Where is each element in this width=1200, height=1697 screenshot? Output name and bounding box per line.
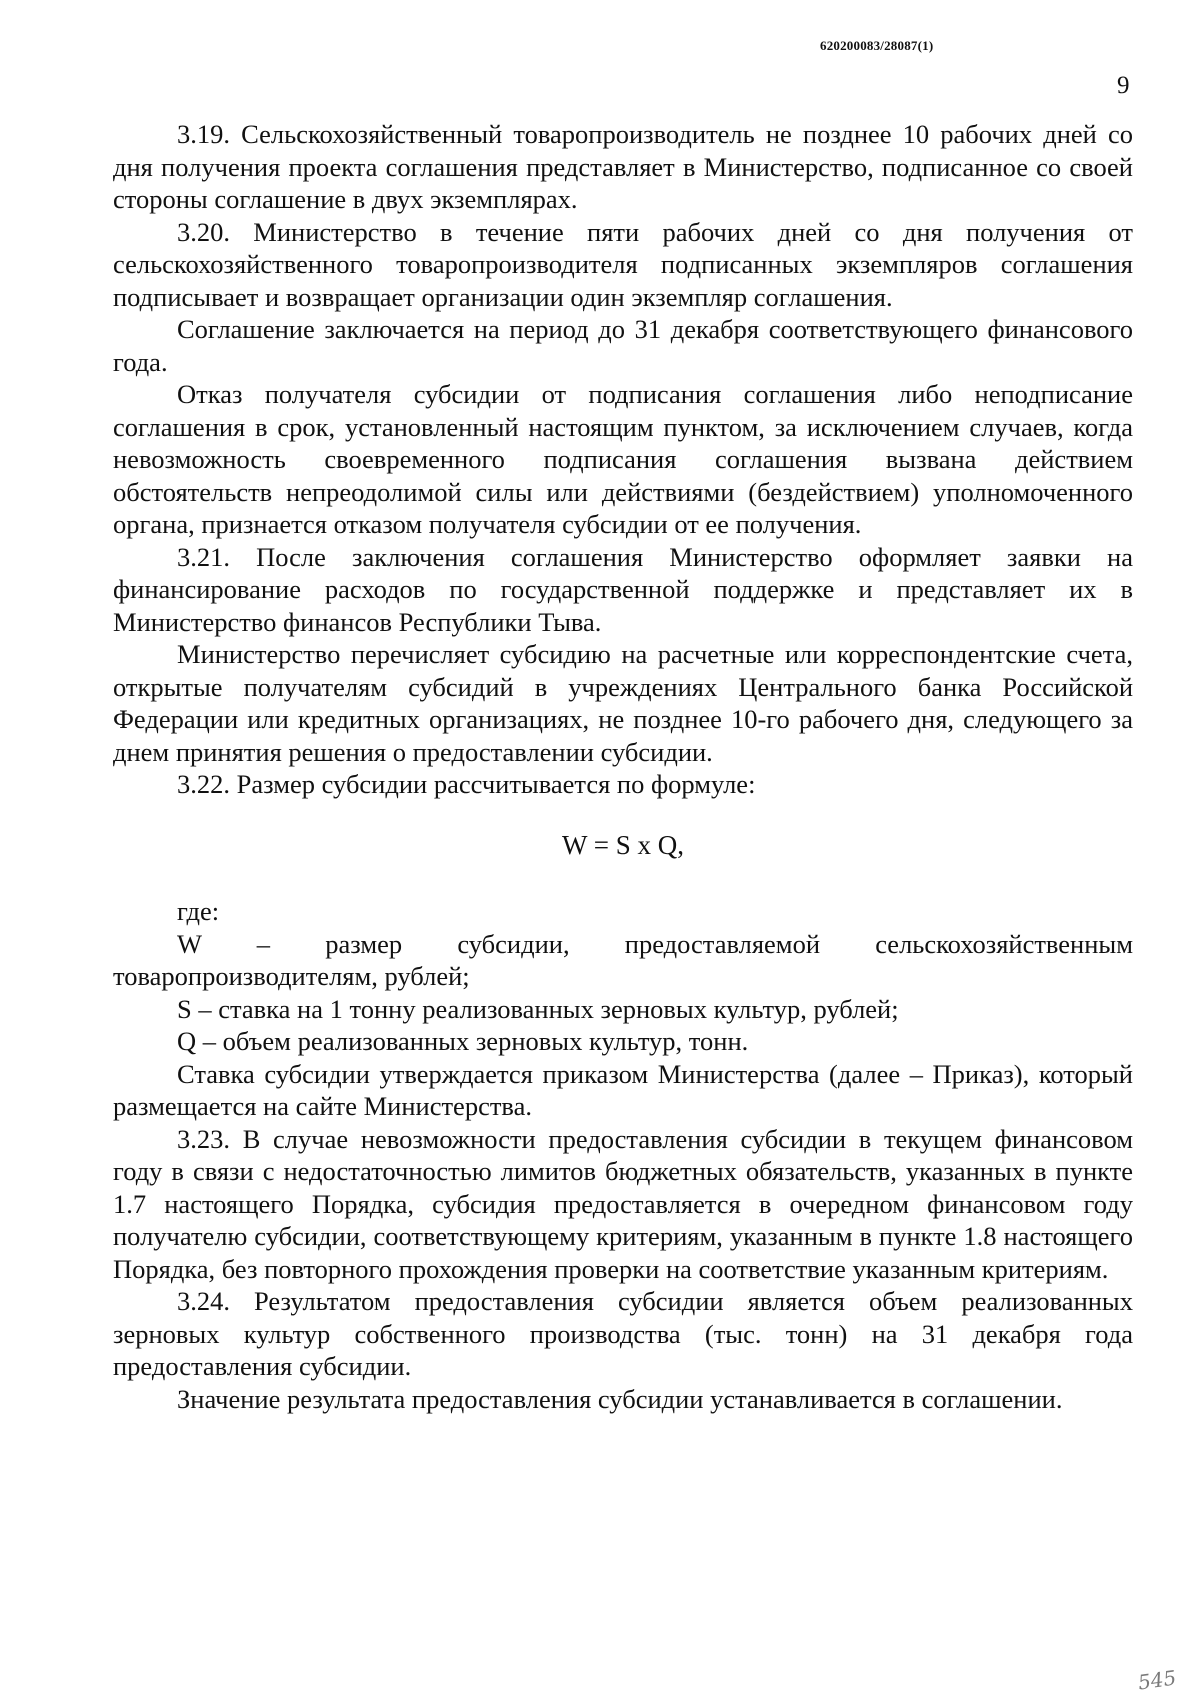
subsidy-formula: W = S x Q, [562, 829, 684, 860]
paragraph-agreement-period: Соглашение заключается на период до 31 декабря соответствующего финансового года. [113, 314, 1133, 377]
handwritten-page-mark: 545 [1136, 1665, 1178, 1695]
paragraph-def-s: S – ставка на 1 тонну реализованных зерновых культур, рублей; [177, 993, 899, 1024]
paragraph-result-value: Значение результата предоставления субсидии устанавливается в соглашении. [177, 1383, 1063, 1414]
document-id: 620200083/28087(1) [820, 38, 934, 53]
paragraph-def-w: W – размер субсидии, предоставляемой сельскохозяйственным товаропроизводителям, рублей; [113, 928, 1133, 991]
paragraph-refusal: Отказ получателя субсидии от подписания соглашения либо неподписание соглашения в срок, установленный настоящим пунктом, за исключением случаев, когда невозможность своевременного подписания соглашения вызвана действием обстоятельств непреодолимой силы или действиями (бездействием) уполномоченного органа, признается отказом получателя субсидии от ее получения. [113, 379, 1133, 539]
paragraph-def-q: Q – объем реализованных зерновых культур, тонн. [177, 1026, 749, 1056]
paragraph-3-24: 3.24. Результатом предоставления субсидии является объем реализованных зерновых культур собственного производства (тыс. тонн) на 31 декабря года предоставления субсидии. [113, 1286, 1133, 1381]
paragraph-3-20: 3.20. Министерство в течение пяти рабочих дней со дня получения от сельскохозяйственного товаропроизводителя подписанных экземпляров соглашения подписывает и возвращает организации один экземпляр соглашения. [113, 216, 1133, 312]
paragraph-3-23: 3.23. В случае невозможности предоставления субсидии в текущем финансовом году в связи с недостаточностью лимитов бюджетных обязательств, указанных в пункте 1.7 настоящего Порядка, субсидия предоставляется в очередном финансовом году получателю субсидии, соответствующему критериям, указанным в пункте 1.8 настоящего Порядка, без повторного прохождения проверки на соответствие указанным критериям. [113, 1123, 1133, 1284]
paragraph-3-21: 3.21. После заключения соглашения Министерство оформляет заявки на финансирование расходов по государственной поддержке и представляет их в Министерство финансов Республики Тыва. [113, 541, 1133, 637]
paragraph-3-19: 3.19. Сельскохозяйственный товаропроизводитель не позднее 10 рабочих дней со дня получения проекта соглашения представляет в Министерство, подписанное со своей стороны соглашение в двух экземплярах. [113, 119, 1133, 214]
paragraph-rate: Ставка субсидии утверждается приказом Министерства (далее – Приказ), который размещается на сайте Министерства. [113, 1058, 1133, 1121]
paragraph-where: где: [177, 896, 220, 926]
page-number: 9 [1117, 72, 1130, 99]
document-body [113, 118, 1133, 1415]
paragraph-3-22: 3.22. Размер субсидии рассчитывается по формуле: [177, 769, 756, 799]
paragraph-transfer: Министерство перечисляет субсидию на расчетные или корреспондентские счета, открытые получателям субсидий в учреждениях Центрального банка Российской Федерации или кредитных организациях, не позднее 10-го рабочего дня, следующего за днем принятия решения о предоставлении субсидии. [113, 639, 1133, 767]
